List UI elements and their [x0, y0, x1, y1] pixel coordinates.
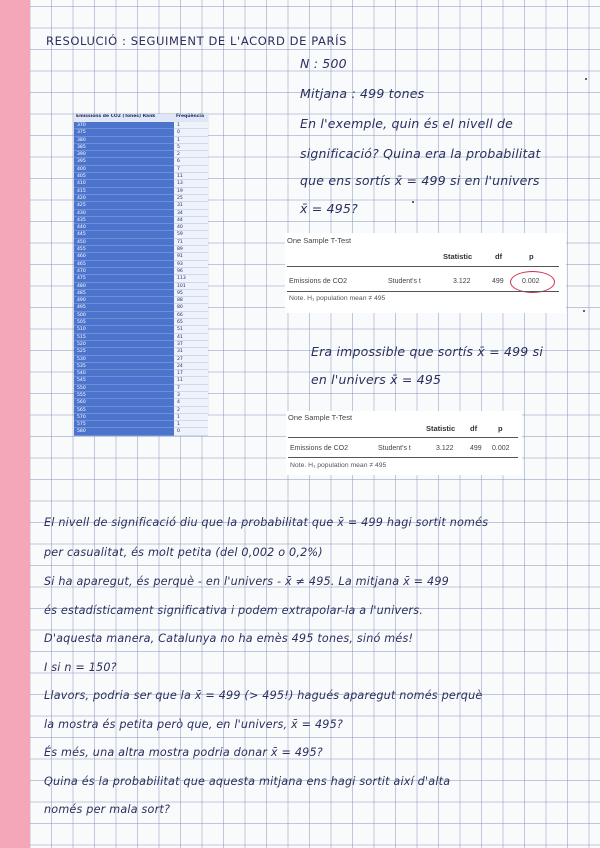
frequency-count-cell: 0 — [174, 129, 208, 136]
frequency-table-row — [74, 188, 208, 195]
frequency-table-row — [74, 428, 208, 435]
frequency-table-row — [74, 275, 208, 282]
frequency-table-row — [74, 363, 208, 370]
frequency-table-header — [74, 114, 208, 122]
frequency-count-cell: 7 — [174, 385, 208, 392]
frequency-table-row — [74, 129, 208, 136]
ttest-2-variable: Emissions de CO2 — [290, 445, 348, 452]
frequency-table-row — [74, 268, 208, 275]
frequency-rank-cell: 540 — [74, 370, 174, 377]
frequency-table-row — [74, 414, 208, 421]
frequency-count-cell: 71 — [174, 239, 208, 246]
frequency-table-row — [74, 239, 208, 246]
note-question-line-1: En l'exemple, quin és el nivell de — [300, 116, 514, 131]
ttest-2-rule-top — [288, 437, 518, 438]
frequency-count-cell: 1 — [174, 414, 208, 421]
frequency-table-row — [74, 370, 208, 377]
ttest-2-caption: One Sample T-Test — [288, 413, 353, 422]
frequency-table-row — [74, 377, 208, 384]
frequency-rank-cell: 575 — [74, 421, 174, 428]
frequency-count-cell: 41 — [174, 334, 208, 341]
note-question-line-3: que ens sortís x̄ = 499 si en l'univers — [300, 173, 540, 188]
frequency-count-cell: 34 — [174, 210, 208, 217]
frequency-table-row — [74, 180, 208, 187]
frequency-rank-cell: 430 — [74, 210, 174, 217]
page-margin — [0, 0, 30, 848]
ttest-2-statistic: 3.122 — [436, 445, 454, 452]
frequency-rank-cell: 385 — [74, 144, 174, 151]
ttest-1-header-statistic: Statistic — [443, 252, 473, 261]
frequency-table-row — [74, 253, 208, 260]
frequency-table-row — [74, 341, 208, 348]
frequency-count-cell: 1 — [174, 122, 208, 129]
ttest-2-rule-bottom — [288, 457, 518, 458]
frequency-count-cell: 101 — [174, 283, 208, 290]
frequency-table-row — [74, 297, 208, 304]
note-bottom-line-8: la mostra és petita però que, en l'univers, x̄ = 495? — [44, 718, 344, 731]
punch-mark — [585, 78, 587, 80]
frequency-header-rank: Emissions de CO2 (Tones) Rank — [74, 114, 174, 122]
ttest-table-1 — [285, 233, 566, 313]
ttest-1-p-value: 0.002 — [522, 278, 540, 285]
note-impossible-line-2: en l'univers x̄ = 495 — [311, 372, 442, 387]
note-bottom-line-7: Llavors, podria ser que la x̄ = 499 (> 495!) hagués aparegut només perquè — [44, 689, 483, 702]
frequency-count-cell: 17 — [174, 370, 208, 377]
note-mean: Mitjana : 499 tones — [300, 86, 425, 101]
note-bottom-line-1: El nivell de significació diu que la probabilitat que x̄ = 499 hagi sortit només — [44, 516, 489, 529]
frequency-table-row — [74, 231, 208, 238]
frequency-table-row — [74, 421, 208, 428]
frequency-table-row — [74, 392, 208, 399]
frequency-count-cell: 27 — [174, 356, 208, 363]
frequency-table-body — [74, 122, 208, 436]
frequency-table-row — [74, 319, 208, 326]
frequency-rank-cell: 570 — [74, 414, 174, 421]
frequency-table-row — [74, 144, 208, 151]
frequency-rank-cell: 565 — [74, 407, 174, 414]
frequency-rank-cell: 395 — [74, 158, 174, 165]
frequency-rank-cell: 530 — [74, 356, 174, 363]
frequency-count-cell: 25 — [174, 195, 208, 202]
frequency-rank-cell: 545 — [74, 377, 174, 384]
frequency-rank-cell: 370 — [74, 122, 174, 129]
frequency-header-count: Freqüència — [174, 114, 208, 122]
frequency-count-cell: 2 — [174, 151, 208, 158]
frequency-table-row — [74, 399, 208, 406]
frequency-count-cell: 0 — [174, 428, 208, 435]
frequency-rank-cell: 535 — [74, 363, 174, 370]
frequency-rank-cell: 460 — [74, 253, 174, 260]
frequency-count-cell: 2 — [174, 407, 208, 414]
ttest-2-df: 499 — [470, 445, 482, 452]
note-question-line-2: significació? Quina era la probabilitat — [300, 146, 541, 161]
frequency-count-cell: 88 — [174, 297, 208, 304]
frequency-table-row — [74, 137, 208, 144]
frequency-table-row — [74, 312, 208, 319]
frequency-table-row — [74, 334, 208, 341]
frequency-rank-cell: 490 — [74, 297, 174, 304]
frequency-rank-cell: 390 — [74, 151, 174, 158]
frequency-rank-cell: 410 — [74, 180, 174, 187]
ttest-1-caption: One Sample T-Test — [287, 236, 352, 245]
ttest-1-rule-bottom — [287, 291, 559, 292]
note-bottom-line-10: Quina és la probabilitat que aquesta mitjana ens hagi sortit així d'alta — [44, 775, 451, 788]
frequency-table-row — [74, 210, 208, 217]
frequency-count-cell: 80 — [174, 304, 208, 311]
frequency-count-cell: 91 — [174, 253, 208, 260]
ttest-1-statistic: 3.122 — [453, 278, 471, 285]
frequency-count-cell: 3 — [174, 392, 208, 399]
frequency-table-row — [74, 385, 208, 392]
frequency-rank-cell: 550 — [74, 385, 174, 392]
ttest-2-note: Note. H₁ population mean ≠ 495 — [290, 462, 387, 469]
ttest-1-note: Note. H₁ population mean ≠ 495 — [289, 295, 386, 302]
ttest-2-header-statistic: Statistic — [426, 424, 456, 433]
ttest-2-p-value: 0.002 — [492, 445, 510, 452]
frequency-count-cell: 93 — [174, 261, 208, 268]
frequency-rank-cell: 435 — [74, 217, 174, 224]
ttest-2-header-p: p — [498, 424, 503, 433]
frequency-count-cell: 13 — [174, 180, 208, 187]
frequency-count-cell: 37 — [174, 341, 208, 348]
frequency-rank-cell: 525 — [74, 348, 174, 355]
frequency-count-cell: 11 — [174, 173, 208, 180]
frequency-count-cell: 7 — [174, 166, 208, 173]
ttest-1-header-p: p — [529, 252, 534, 261]
frequency-rank-cell: 470 — [74, 268, 174, 275]
frequency-table-row — [74, 283, 208, 290]
note-sample-size: N : 500 — [300, 56, 347, 71]
frequency-table-row — [74, 304, 208, 311]
frequency-table-row — [74, 356, 208, 363]
frequency-rank-cell: 375 — [74, 129, 174, 136]
frequency-rank-cell: 465 — [74, 261, 174, 268]
frequency-table-row — [74, 224, 208, 231]
frequency-table-row — [74, 173, 208, 180]
frequency-rank-cell: 505 — [74, 319, 174, 326]
frequency-rank-cell: 380 — [74, 137, 174, 144]
frequency-table-row — [74, 261, 208, 268]
ink-dot — [412, 201, 414, 203]
p-value-circle — [510, 271, 555, 293]
frequency-count-cell: 4 — [174, 399, 208, 406]
frequency-table-row — [74, 122, 208, 129]
frequency-count-cell: 95 — [174, 290, 208, 297]
frequency-count-cell: 5 — [174, 144, 208, 151]
frequency-count-cell: 59 — [174, 231, 208, 238]
frequency-rank-cell: 480 — [74, 283, 174, 290]
page-title: RESOLUCIÓ : SEGUIMENT DE L'ACORD DE PARÍS — [46, 34, 347, 48]
note-bottom-line-4: és estadísticament significativa i podem extrapolar-la a l'univers. — [44, 604, 424, 617]
frequency-count-cell: 89 — [174, 246, 208, 253]
frequency-count-cell: 19 — [174, 188, 208, 195]
frequency-count-cell: 6 — [174, 158, 208, 165]
frequency-rank-cell: 450 — [74, 239, 174, 246]
frequency-count-cell: 66 — [174, 312, 208, 319]
note-bottom-line-6: I si n = 150? — [44, 661, 117, 674]
frequency-rank-cell: 515 — [74, 334, 174, 341]
frequency-table-row — [74, 158, 208, 165]
note-bottom-line-3: Si ha aparegut, és perquè - en l'univers - x̄ ≠ 495. La mitjana x̄ = 499 — [44, 575, 449, 588]
frequency-rank-cell: 495 — [74, 304, 174, 311]
frequency-rank-cell: 425 — [74, 202, 174, 209]
frequency-rank-cell: 485 — [74, 290, 174, 297]
frequency-count-cell: 24 — [174, 363, 208, 370]
frequency-rank-cell: 580 — [74, 428, 174, 435]
ttest-1-df: 499 — [492, 278, 504, 285]
frequency-rank-cell: 520 — [74, 341, 174, 348]
frequency-count-cell: 96 — [174, 268, 208, 275]
note-bottom-line-9: És més, una altra mostra podria donar x̄ = 495? — [44, 746, 323, 759]
ttest-2-header-df: df — [470, 424, 478, 433]
frequency-table — [74, 114, 208, 435]
frequency-rank-cell: 420 — [74, 195, 174, 202]
note-bottom-line-5: D'aquesta manera, Catalunya no ha emès 495 tones, sinó més! — [44, 632, 414, 645]
ttest-2-test: Student's t — [378, 445, 411, 452]
ttest-table-2 — [286, 411, 522, 475]
note-bottom-line-2: per casualitat, és molt petita (del 0,002 o 0,2%) — [44, 546, 323, 559]
ttest-1-rule-top — [287, 266, 559, 267]
frequency-count-cell: 65 — [174, 319, 208, 326]
frequency-rank-cell: 475 — [74, 275, 174, 282]
frequency-count-cell: 113 — [174, 275, 208, 282]
frequency-table-row — [74, 326, 208, 333]
note-question-line-4: x̄ = 495? — [300, 201, 358, 216]
frequency-rank-cell: 500 — [74, 312, 174, 319]
note-bottom-line-11: només per mala sort? — [44, 803, 171, 816]
frequency-table-row — [74, 217, 208, 224]
frequency-rank-cell: 455 — [74, 246, 174, 253]
ttest-1-variable: Emissions de CO2 — [289, 278, 347, 285]
ttest-1-test: Student's t — [388, 278, 421, 285]
frequency-table-row — [74, 407, 208, 414]
frequency-rank-cell: 440 — [74, 224, 174, 231]
frequency-count-cell: 51 — [174, 326, 208, 333]
frequency-table-row — [74, 166, 208, 173]
frequency-count-cell: 31 — [174, 348, 208, 355]
frequency-table-row — [74, 348, 208, 355]
frequency-count-cell: 11 — [174, 377, 208, 384]
frequency-table-row — [74, 151, 208, 158]
frequency-rank-cell: 445 — [74, 231, 174, 238]
frequency-count-cell: 31 — [174, 202, 208, 209]
frequency-rank-cell: 400 — [74, 166, 174, 173]
frequency-count-cell: 40 — [174, 224, 208, 231]
frequency-count-cell: 44 — [174, 217, 208, 224]
frequency-count-cell: 1 — [174, 137, 208, 144]
frequency-rank-cell: 415 — [74, 188, 174, 195]
ttest-1-header-df: df — [495, 252, 503, 261]
note-impossible-line-1: Era impossible que sortís x̄ = 499 si — [311, 344, 543, 359]
frequency-rank-cell: 510 — [74, 326, 174, 333]
frequency-table-row — [74, 202, 208, 209]
frequency-table-row — [74, 195, 208, 202]
frequency-count-cell: 1 — [174, 421, 208, 428]
frequency-rank-cell: 555 — [74, 392, 174, 399]
frequency-rank-cell: 560 — [74, 399, 174, 406]
frequency-table-row — [74, 290, 208, 297]
frequency-rank-cell: 405 — [74, 173, 174, 180]
punch-mark — [583, 310, 585, 312]
frequency-table-row — [74, 246, 208, 253]
